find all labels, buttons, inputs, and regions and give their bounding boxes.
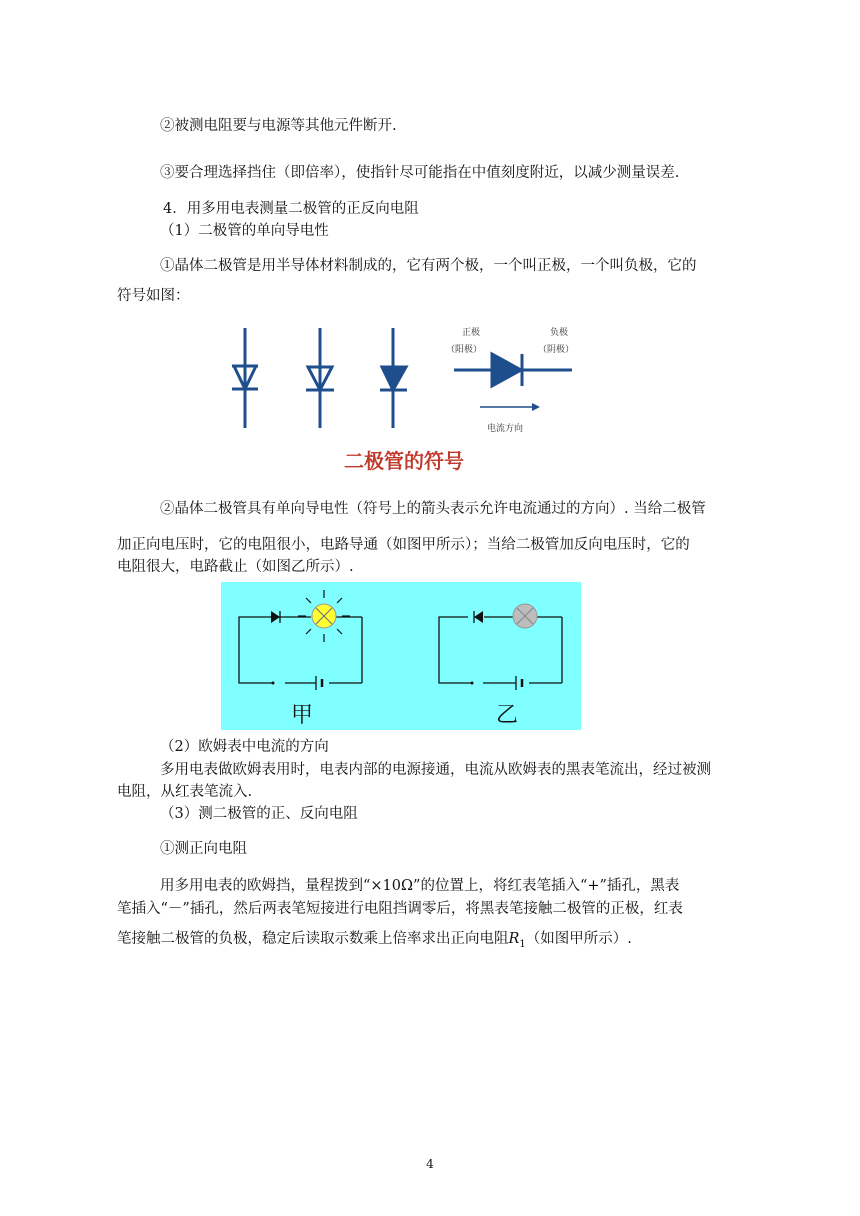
- text-line: （3）测二极管的正、反向电阻: [160, 806, 358, 822]
- resistance-symbol: R: [508, 931, 520, 947]
- anode-alt-label: （阳极）: [446, 345, 483, 355]
- circuit-label-right: 乙: [496, 703, 519, 728]
- text-line: ②被测电阻要与电源等其他元件断开.: [160, 118, 397, 134]
- circuit-label-left: 甲: [291, 703, 314, 728]
- text-line: ③要合理选择挡住（即倍率），使指针尽可能指在中值刻度附近，以减少测量误差.: [160, 165, 680, 181]
- diode-symbol-figure: [220, 324, 590, 474]
- text-line: ②晶体二极管具有单向导电性（符号上的箭头表示允许电流通过的方向）. 当给二极管: [160, 501, 706, 517]
- circuit-figure: [221, 582, 581, 730]
- current-direction-label: 电流方向: [487, 424, 524, 434]
- text-segment: （如图甲所示）.: [525, 931, 632, 947]
- text-line: （2）欧姆表中电流的方向: [160, 739, 329, 755]
- text-line: 符号如图：: [117, 288, 190, 304]
- anode-label: 正极: [462, 328, 481, 338]
- cathode-alt-label: （阴极）: [538, 345, 575, 355]
- text-line: 4．用多用电表测量二极管的正反向电阻: [163, 201, 419, 217]
- text-segment: 笔接触二极管的负极，稳定后读取示数乘上倍率求出正向电阻: [117, 931, 509, 947]
- text-line: 电阻，从红表笔流入.: [117, 784, 253, 800]
- text-line: （1）二极管的单向导电性: [160, 223, 329, 239]
- text-line: 多用电表做欧姆表用时，电表内部的电源接通，电流从欧姆表的黑表笔流出，经过被测: [160, 762, 711, 778]
- text-line: [117, 929, 632, 955]
- text-line: 电阻很大，电路截止（如图乙所示）.: [117, 559, 354, 575]
- text-line: ①测正向电阻: [160, 841, 247, 857]
- text-line: 加正向电压时，它的电阻很小，电路导通（如图甲所示）；当给二极管加反向电压时，它的: [117, 537, 690, 553]
- cathode-label: 负极: [550, 328, 569, 338]
- text-line: ①晶体二极管是用半导体材料制成的，它有两个极，一个叫正极，一个叫负极，它的: [160, 258, 697, 274]
- page-number: 4: [426, 1157, 434, 1171]
- diode-figure-caption: 二极管的符号: [344, 449, 464, 473]
- text-line: 用多用电表的欧姆挡，量程拨到“×10Ω”的位置上，将红表笔插入“+”插孔，黑表: [160, 878, 680, 894]
- resistance-subscript: 1: [519, 938, 526, 950]
- text-line: 笔插入“－”插孔，然后两表笔短接进行电阻挡调零后，将黑表笔接触二极管的正极，红表: [117, 901, 683, 917]
